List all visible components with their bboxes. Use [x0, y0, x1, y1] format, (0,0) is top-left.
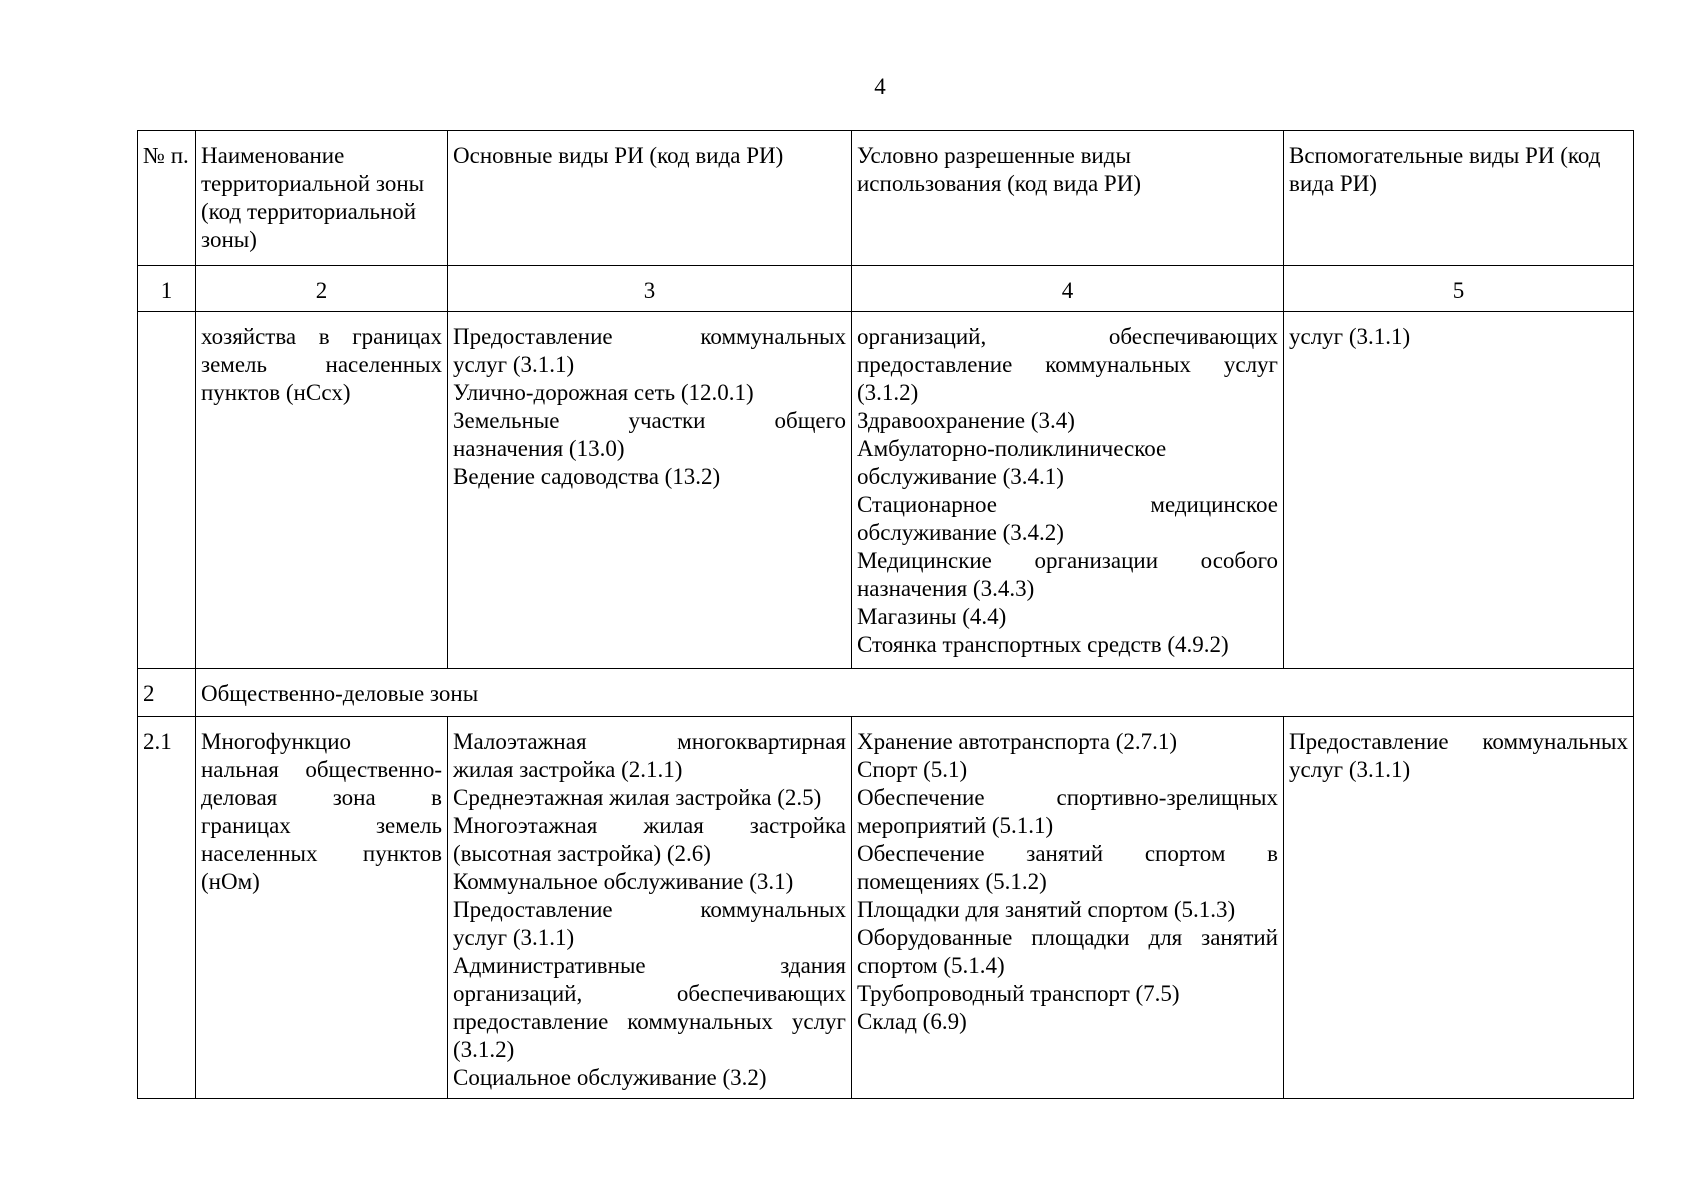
- text-line: спортом (5.1.4): [857, 953, 1005, 978]
- list-item: [453, 812, 846, 868]
- header-number: № п.: [138, 131, 196, 266]
- column-numbers-row: [138, 266, 1634, 312]
- conditional-uses-cell: [852, 312, 1284, 669]
- text-line: Многоэтажная жилая застройка: [453, 813, 846, 838]
- list-item: [857, 924, 1278, 980]
- text-line: Земельные участки общего: [453, 408, 846, 433]
- text-line: Здравоохранение (3.4): [857, 408, 1075, 433]
- text-line: нальная общественно-: [201, 757, 442, 782]
- text-line: Оборудованные площадки для занятий: [857, 925, 1278, 950]
- column-number: 4: [852, 266, 1284, 312]
- list-item: [857, 323, 1278, 407]
- text-line: (3.1.2): [857, 380, 919, 405]
- list-item: [453, 784, 846, 812]
- conditional-uses-cell: [852, 717, 1284, 1099]
- text-line: жилая застройка (2.1.1): [453, 757, 683, 782]
- text-line: Малоэтажная многоквартирная: [453, 729, 846, 754]
- text-line: Административные здания: [453, 953, 846, 978]
- text-line: предоставление коммунальных услуг: [453, 1009, 846, 1034]
- text-line: (3.1.2): [453, 1037, 515, 1062]
- text-line: услуг (3.1.1): [453, 925, 575, 950]
- text-line: организаций, обеспечивающих: [857, 324, 1278, 349]
- text-line: Магазины (4.4): [857, 604, 1007, 629]
- text-line: Стоянка транспортных средств (4.9.2): [857, 632, 1229, 657]
- text-line: границах земель: [201, 813, 442, 838]
- list-item: [857, 603, 1278, 631]
- text-line: Коммунальное обслуживание (3.1): [453, 869, 794, 894]
- text-line: (высотная застройка) (2.6): [453, 841, 711, 866]
- list-item: [857, 547, 1278, 603]
- list-item: [453, 868, 846, 896]
- text-line: услуг (3.1.1): [1289, 757, 1411, 782]
- list-item: [857, 840, 1278, 896]
- list-item: [857, 728, 1278, 756]
- list-item: [857, 980, 1278, 1008]
- zone-name-cell: [196, 717, 448, 1099]
- list-item: [857, 435, 1278, 491]
- text-line: Обеспечение спортивно-зрелищных: [857, 785, 1278, 810]
- header-main-uses: Основные виды РИ (код вида РИ): [448, 131, 852, 266]
- row-number: [138, 312, 196, 669]
- section-title: Общественно-деловые зоны: [196, 669, 1634, 717]
- header-conditional-uses: Условно разрешенные виды использования (код вида РИ): [852, 131, 1284, 266]
- column-number: 5: [1284, 266, 1634, 312]
- section-number: 2: [138, 669, 196, 717]
- table-row: [138, 312, 1634, 669]
- list-item: [857, 756, 1278, 784]
- list-item: [1289, 728, 1628, 784]
- text-line: деловая зона в: [201, 785, 442, 810]
- text-line: Социальное обслуживание (3.2): [453, 1065, 767, 1090]
- text-line: Склад (6.9): [857, 1009, 967, 1034]
- column-number: 1: [138, 266, 196, 312]
- text-line: назначения (3.4.3): [857, 576, 1035, 601]
- text-line: Улично-дорожная сеть (12.0.1): [453, 380, 754, 405]
- text-line: Площадки для занятий спортом (5.1.3): [857, 897, 1236, 922]
- text-line: Среднеэтажная жилая застройка (2.5): [453, 785, 822, 810]
- main-uses-cell: [448, 312, 852, 669]
- list-item: [453, 1064, 846, 1092]
- text-line: населенных пунктов: [201, 841, 442, 866]
- text-line: Медицинские организации особого: [857, 548, 1278, 573]
- list-item: [857, 491, 1278, 547]
- list-item: [857, 631, 1278, 659]
- text-line: (нОм): [201, 869, 260, 894]
- row-number: 2.1: [138, 717, 196, 1099]
- zone-name-cell: [196, 312, 448, 669]
- auxiliary-uses-cell: [1284, 312, 1634, 669]
- list-item: [453, 952, 846, 1064]
- list-item: [453, 379, 846, 407]
- column-number: 3: [448, 266, 852, 312]
- text-line: обслуживание (3.4.2): [857, 520, 1064, 545]
- text-line: Ведение садоводства (13.2): [453, 464, 721, 489]
- header-zone-name: Наименование территориальной зоны (код территориальной зоны): [196, 131, 448, 266]
- text-line: Трубопроводный транспорт (7.5): [857, 981, 1180, 1006]
- text-line: Предоставление коммунальных: [1289, 729, 1628, 754]
- text-line: Предоставление коммунальных: [453, 324, 846, 349]
- text-line: Предоставление коммунальных: [453, 897, 846, 922]
- text-line: Обеспечение занятий спортом в: [857, 841, 1278, 866]
- table-header-row: [138, 131, 1634, 266]
- text-line: организаций, обеспечивающих: [453, 981, 846, 1006]
- text-line: помещениях (5.1.2): [857, 869, 1047, 894]
- column-number: 2: [196, 266, 448, 312]
- text-line: Хранение автотранспорта (2.7.1): [857, 729, 1178, 754]
- text-line: хозяйства в границах: [201, 324, 442, 349]
- list-item: [857, 896, 1278, 924]
- section-row: [138, 669, 1634, 717]
- header-auxiliary-uses: Вспомогательные виды РИ (код вида РИ): [1284, 131, 1634, 266]
- text-line: пунктов (нСсх): [201, 380, 351, 405]
- text-line: мероприятий (5.1.1): [857, 813, 1054, 838]
- list-item: [1289, 323, 1628, 351]
- main-uses-cell: [448, 717, 852, 1099]
- table-row: [138, 717, 1634, 1099]
- text-line: Многофункцио: [201, 729, 352, 754]
- land-use-table: [137, 130, 1634, 1099]
- list-item: [453, 323, 846, 379]
- list-item: [857, 784, 1278, 840]
- text-line: услуг (3.1.1): [1289, 324, 1411, 349]
- text-line: предоставление коммунальных услуг: [857, 352, 1278, 377]
- text-line: земель населенных: [201, 352, 442, 377]
- text-line: Спорт (5.1): [857, 757, 968, 782]
- list-item: [453, 407, 846, 463]
- text-line: услуг (3.1.1): [453, 352, 575, 377]
- list-item: [857, 407, 1278, 435]
- list-item: [453, 896, 846, 952]
- text-line: Стационарное медицинское: [857, 492, 1278, 517]
- list-item: [857, 1008, 1278, 1036]
- text-line: назначения (13.0): [453, 436, 625, 461]
- text-line: Амбулаторно-поликлиническое: [857, 436, 1167, 461]
- list-item: [453, 463, 846, 491]
- auxiliary-uses-cell: [1284, 717, 1634, 1099]
- page-number: 4: [874, 74, 886, 99]
- text-line: обслуживание (3.4.1): [857, 464, 1064, 489]
- list-item: [453, 728, 846, 784]
